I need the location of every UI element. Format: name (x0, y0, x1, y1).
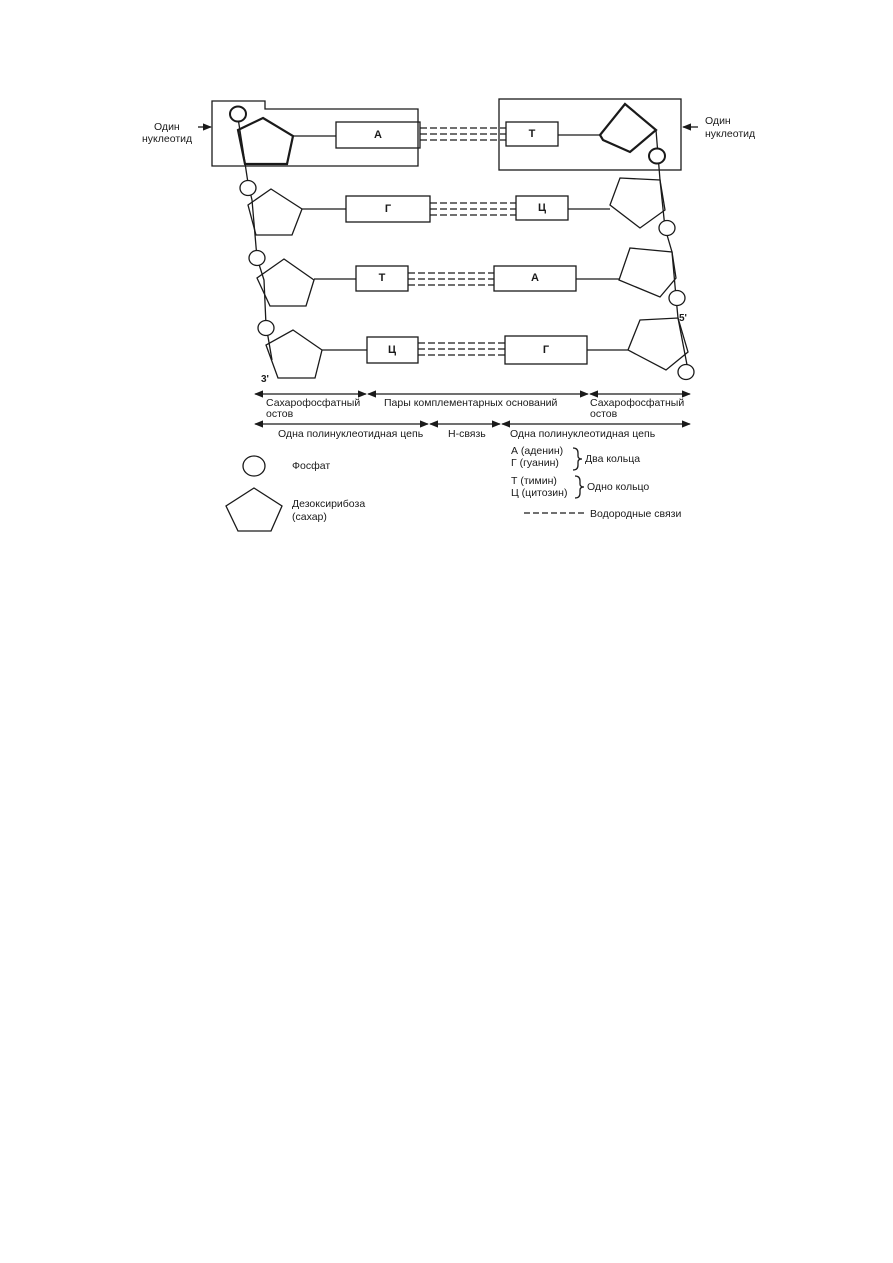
base-label-row3-left: Т (378, 271, 386, 284)
legend-hydrogen-bonds: Водородные связи (590, 508, 682, 520)
base-label-row2-right: Ц (537, 201, 547, 214)
legend-thymine: Т (тимин) (511, 475, 557, 487)
base-label-row1-right: Т (528, 127, 536, 140)
scale-h-bond-label: Н-связь (448, 428, 486, 440)
one-nucleotide-left-line2: нуклеотид (142, 133, 193, 145)
scale-chain-right-label: Одна полинуклеотидная цепь (510, 428, 656, 440)
legend-brace-two-rings (573, 448, 582, 470)
one-nucleotide-right-line2: нуклеотид (705, 128, 756, 140)
phosphate-group (230, 107, 694, 380)
one-nucleotide-right-line1: Один (705, 115, 731, 127)
phosphate-right-1 (649, 149, 665, 164)
one-nucleotide-left-line1: Один (154, 121, 180, 133)
scale-backbone-left-line2: остов (266, 408, 294, 420)
legend-deoxyribose-line1: Дезоксирибоза (292, 498, 366, 510)
sugar-row2-right (610, 178, 665, 228)
legend-adenine: А (аденин) (511, 445, 564, 457)
legend-cytosine: Ц (цитозин) (511, 487, 568, 499)
scale-backbone-left-line1: Сахарофосфатный (266, 397, 361, 409)
scale-backbone-right-line1: Сахарофосфатный (590, 397, 685, 409)
base-label-row3-right: А (531, 271, 539, 284)
scale-backbone-right-line2: остов (590, 408, 618, 420)
sugar-row1-left (238, 118, 293, 164)
h-bonds-row3 (408, 273, 494, 285)
legend-phosphate-label: Фосфат (292, 460, 331, 472)
base-label-row4-left: Ц (387, 343, 397, 356)
sugar-row3-right (619, 248, 676, 297)
h-bonds-row1 (420, 128, 506, 140)
sugar-row3-left (257, 259, 314, 306)
sugar-row2-left (248, 189, 302, 235)
legend-deoxyribose-line2: (сахар) (292, 511, 327, 523)
end-label-3prime: 3' (261, 374, 269, 385)
phosphate-right-2 (659, 221, 675, 236)
base-label-row4-right: Г (542, 343, 550, 356)
phosphate-left-2 (240, 181, 256, 196)
legend-guanine: Г (гуанин) (511, 457, 559, 469)
h-bonds-row4 (418, 343, 505, 355)
legend-one-ring: Одно кольцо (587, 481, 650, 493)
legend-brace-one-ring (575, 476, 584, 498)
base-label-row2-left: Г (384, 202, 392, 215)
end-label-5prime: 5' (679, 313, 687, 324)
scale-chain-left-label: Одна полинуклеотидная цепь (278, 428, 424, 440)
legend-two-rings: Два кольца (585, 453, 641, 465)
sugar-row4-left (266, 330, 322, 378)
phosphate-left-1 (230, 107, 246, 122)
base-label-row1-left: А (374, 128, 382, 141)
legend-phosphate-icon (243, 456, 265, 476)
phosphate-left-4 (258, 321, 274, 336)
phosphate-left-3 (249, 251, 265, 266)
scale-pairs-label: Пары комплементарных оснований (384, 397, 558, 409)
legend-pentagon-icon (226, 488, 282, 531)
phosphate-right-4 (678, 365, 694, 380)
h-bonds-row2 (430, 203, 516, 215)
dna-drawing (198, 99, 698, 531)
phosphate-right-3 (669, 291, 685, 306)
sugar-row1-right (600, 104, 656, 152)
